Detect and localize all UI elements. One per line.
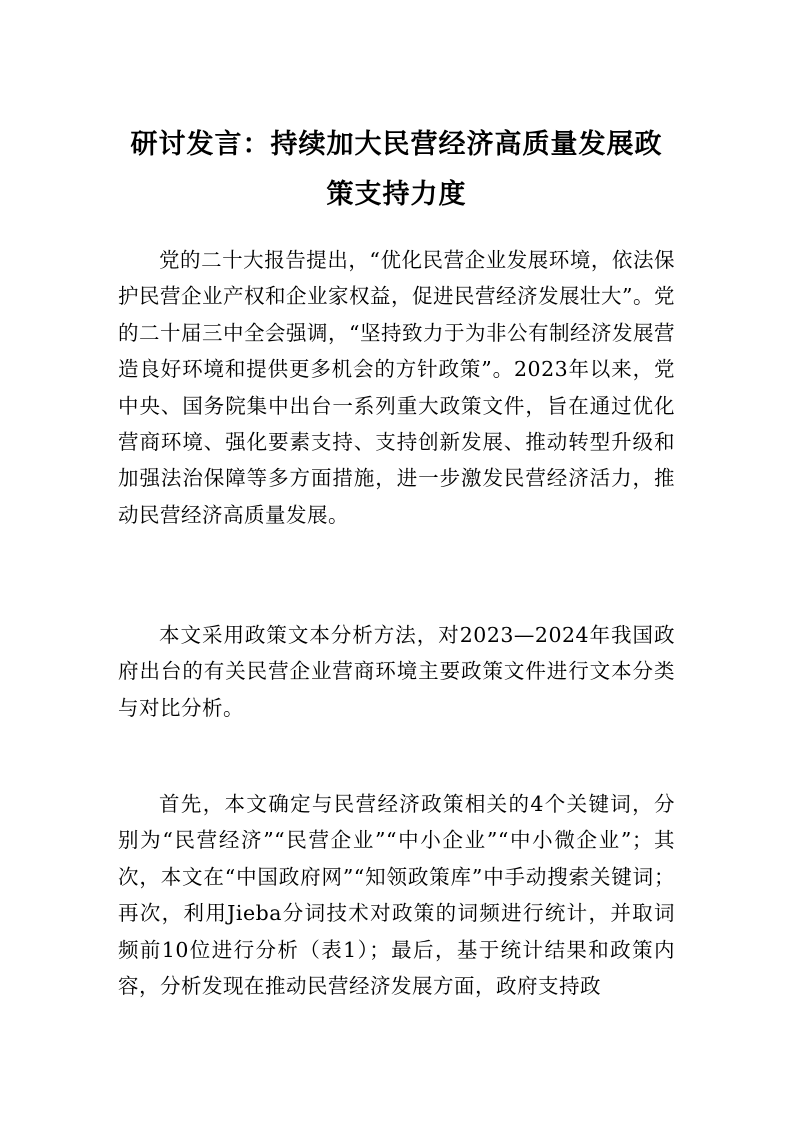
document-title-line-2: 策支持力度: [326, 179, 467, 210]
body-paragraph-1: 党的二十大报告提出，“优化民营企业发展环境，依法保护民营企业产权和企业家权益，促进民营经济发展壮大”。党的二十届三中全会强调，“坚持致力于为非公有制经济发展营造良好环境和提供更多机会的方针政策”。2023年以来，党中央、国务院集中出台一系列重大政策文件，旨在通过优化营商环境、强化要素支持、支持创新发展、推动转型升级和加强法治保障等多方面措施，进一步激发民营经济活力，推动民营经济高质量发展。: [118, 248, 675, 527]
body-paragraph-2: 本文采用政策文本分析方法，对2023—2024年我国政府出台的有关民营企业营商环境主要政策文件进行文本分类与对比分析。: [118, 623, 675, 720]
body-paragraph-3: 首先，本文确定与民营经济政策相关的4个关键词，分别为“民营经济”“民营企业”“中小企业”“中小微企业”；其次，本文在“中国政府网”“知领政策库”中手动搜索关键词；再次，利用Jieba分词技术对政策的词频进行统计，并取词频前10位进行分析（表1）；最后，基于统计结果和政策内容，分析发现在推动民营经济发展方面，政府支持政: [118, 792, 675, 999]
document-title-line-1: 研讨发言：持续加大民营经济高质量发展政: [130, 129, 663, 160]
